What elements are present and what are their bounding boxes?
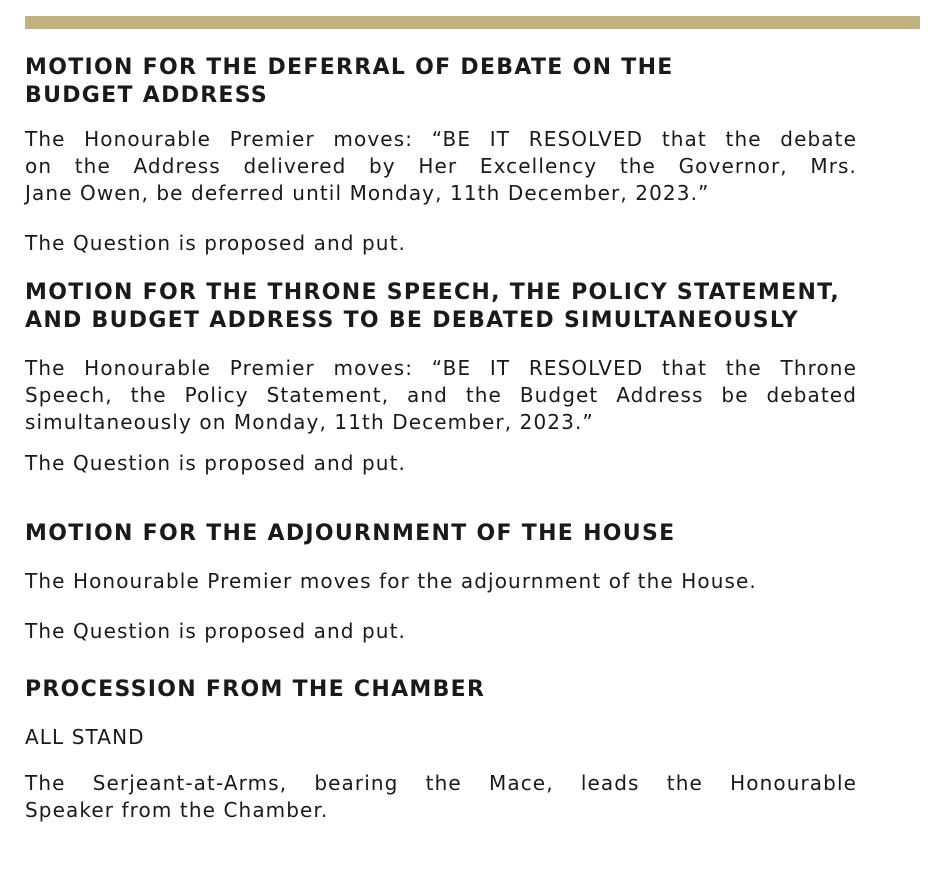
motion-line: on the Address delivered by Her Excellency the Governor, Mrs. [25, 154, 857, 178]
section-heading-simultaneous-debate [25, 279, 857, 335]
motion-line: Speech, the Policy Statement, and the Budget Address be debated [25, 383, 857, 407]
procession-text [25, 770, 857, 824]
heading-line: BUDGET ADDRESS [25, 83, 269, 108]
motion-line: The Honourable Premier moves for the adjournment of the House. [25, 569, 757, 593]
heading-line: MOTION FOR THE THRONE SPEECH, THE POLICY STATEMENT, [25, 280, 840, 305]
procession-line: Speaker from the Chamber. [25, 798, 329, 822]
heading-line: PROCESSION FROM THE CHAMBER [25, 677, 486, 702]
top-accent-bar [25, 16, 920, 29]
question-statement: The Question is proposed and put. [25, 231, 406, 255]
section-heading-adjournment [25, 520, 857, 548]
heading-line: MOTION FOR THE DEFERRAL OF DEBATE ON THE [25, 55, 674, 80]
motion-text [25, 126, 857, 207]
question-statement: The Question is proposed and put. [25, 619, 406, 643]
motion-line: The Honourable Premier moves: “BE IT RESOLVED that the Throne [25, 356, 857, 380]
heading-line: MOTION FOR THE ADJOURNMENT OF THE HOUSE [25, 521, 676, 546]
order-paper-content [25, 52, 857, 824]
section-heading-deferral [25, 54, 857, 110]
motion-line: simultaneously on Monday, 11th December, 2023.” [25, 410, 594, 434]
question-statement: The Question is proposed and put. [25, 451, 406, 475]
motion-line: Jane Owen, be deferred until Monday, 11th December, 2023.” [25, 181, 710, 205]
stage-instruction: ALL STAND [25, 725, 145, 749]
motion-text [25, 568, 857, 595]
heading-line: AND BUDGET ADDRESS TO BE DEBATED SIMULTANEOUSLY [25, 308, 800, 333]
motion-line: The Honourable Premier moves: “BE IT RESOLVED that the debate [25, 127, 857, 151]
motion-text [25, 355, 857, 436]
section-heading-procession [25, 676, 857, 704]
procession-line: The Serjeant-at-Arms, bearing the Mace, leads the Honourable [25, 771, 857, 795]
